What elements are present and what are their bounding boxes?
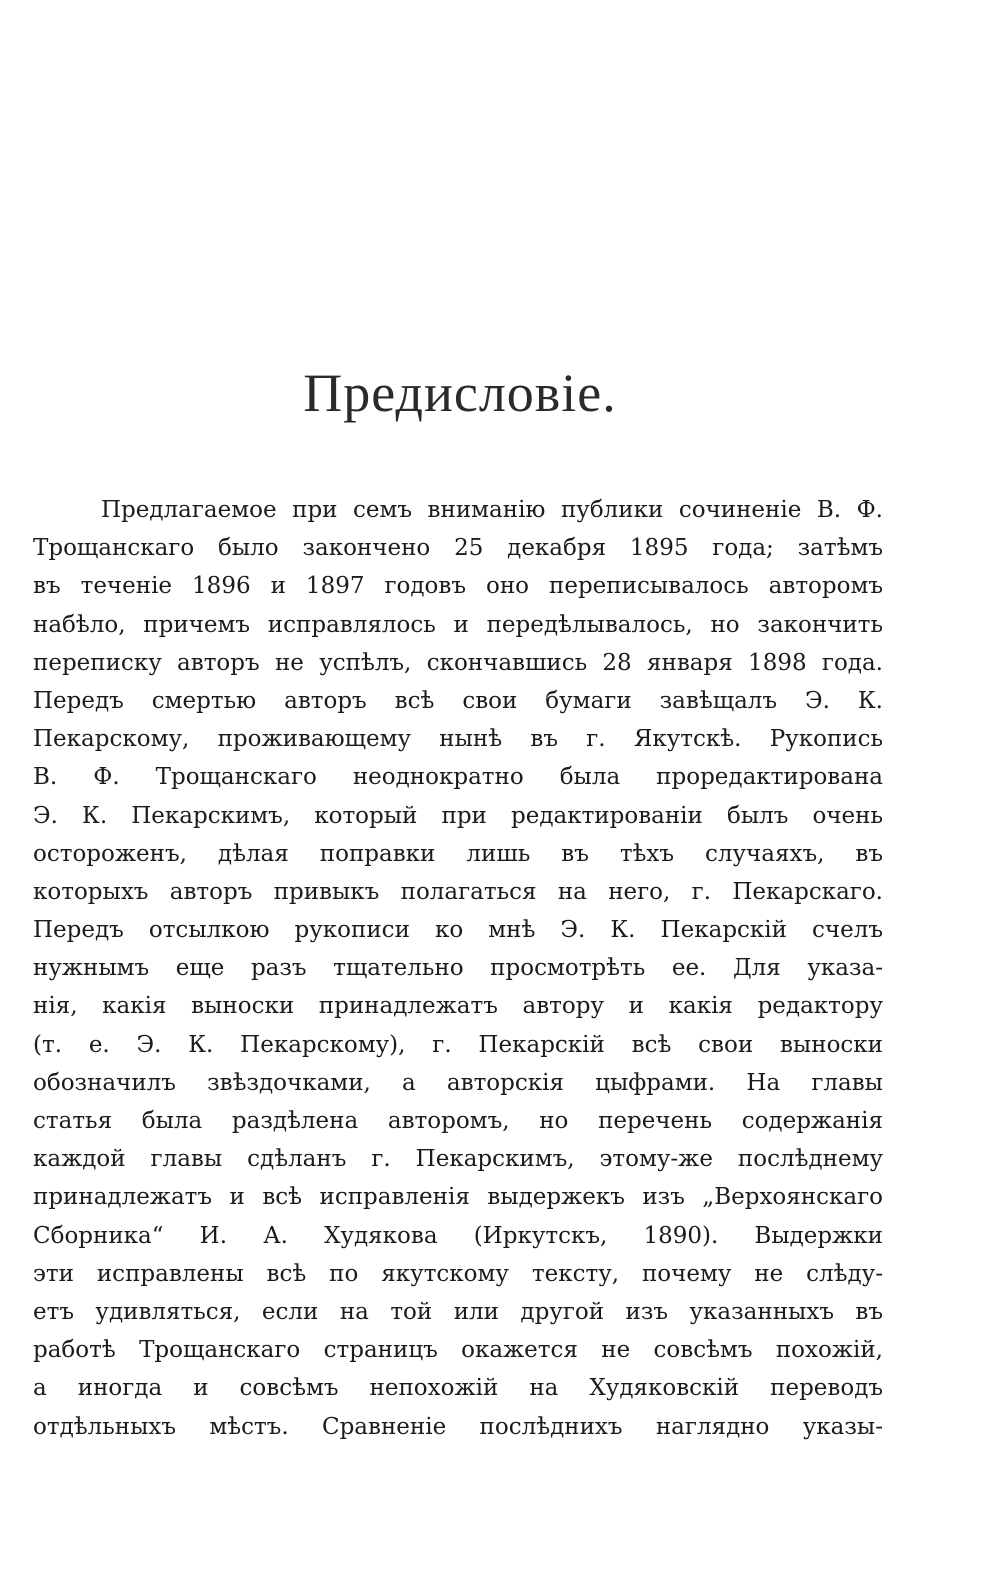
text-line: остороженъ, дѣлая поправки лишь въ тѣхъ случаяхъ, въ xyxy=(33,840,883,867)
text-line: В. Ф. Трощанскаго неоднократно была проредактирована xyxy=(33,764,883,791)
text-line: Предлагаемое при семъ вниманію публики сочиненіе В. Ф. xyxy=(101,497,883,523)
text-line: Э. К. Пекарскимъ, который при редактированіи былъ очень xyxy=(33,802,883,829)
text-line: работѣ Трощанскаго страницъ окажется не совсѣмъ похожій, xyxy=(33,1337,883,1364)
text-line: (т. е. Э. К. Пекарскому), г. Пекарскій всѣ свои выноски xyxy=(33,1031,883,1058)
text-line: Сборника“ И. А. Худякова (Иркутскъ, 1890). Выдержки xyxy=(33,1222,883,1249)
text-line: принадлежатъ и всѣ исправленія выдержекъ изъ „Верхоянскаго xyxy=(33,1184,883,1211)
preface-body xyxy=(33,491,883,1446)
text-line: нія, какія выноски принадлежатъ автору и какія редактору xyxy=(33,993,883,1020)
text-line: статья была раздѣлена авторомъ, но перечень содержанія xyxy=(33,1108,883,1134)
text-line: набѣло, причемъ исправлялось и передѣлывалось, но закончить xyxy=(33,611,883,638)
text-line: Передъ смертью авторъ всѣ свои бумаги завѣщалъ Э. К. xyxy=(33,687,883,714)
text-line: въ теченіе 1896 и 1897 годовъ оно переписывалось авторомъ xyxy=(33,573,883,600)
text-line: Передъ отсылкою рукописи ко мнѣ Э. К. Пекарскій счелъ xyxy=(33,917,883,944)
text-line: переписку авторъ не успѣлъ, скончавшись 28 января 1898 года. xyxy=(33,649,883,676)
text-line: которыхъ авторъ привыкъ полагаться на него, г. Пекарскаго. xyxy=(33,878,883,905)
text-line: Пекарскому, проживающему нынѣ въ г. Якутскѣ. Рукопись xyxy=(33,726,883,753)
text-line: нужнымъ еще разъ тщательно просмотрѣть ее. Для указа- xyxy=(33,955,883,982)
text-line: а иногда и совсѣмъ непохожій на Худяковскій переводъ xyxy=(33,1375,883,1402)
text-line: етъ удивляться, если на той или другой изъ указанныхъ въ xyxy=(33,1298,883,1325)
text-line: обозначилъ звѣздочками, а авторскія цыфрами. На главы xyxy=(33,1069,883,1096)
text-line: эти исправлены всѣ по якутскому тексту, почему не слѣду- xyxy=(33,1260,883,1287)
text-line: Трощанскаго было закончено 25 декабря 1895 года; затѣмъ xyxy=(33,535,883,562)
text-line: отдѣльныхъ мѣстъ. Сравненіе послѣднихъ наглядно указы- xyxy=(33,1413,883,1440)
text-line: каждой главы сдѣланъ г. Пекарскимъ, этому-же послѣднему xyxy=(33,1146,883,1173)
page-title: Предисловіе. xyxy=(303,363,617,423)
